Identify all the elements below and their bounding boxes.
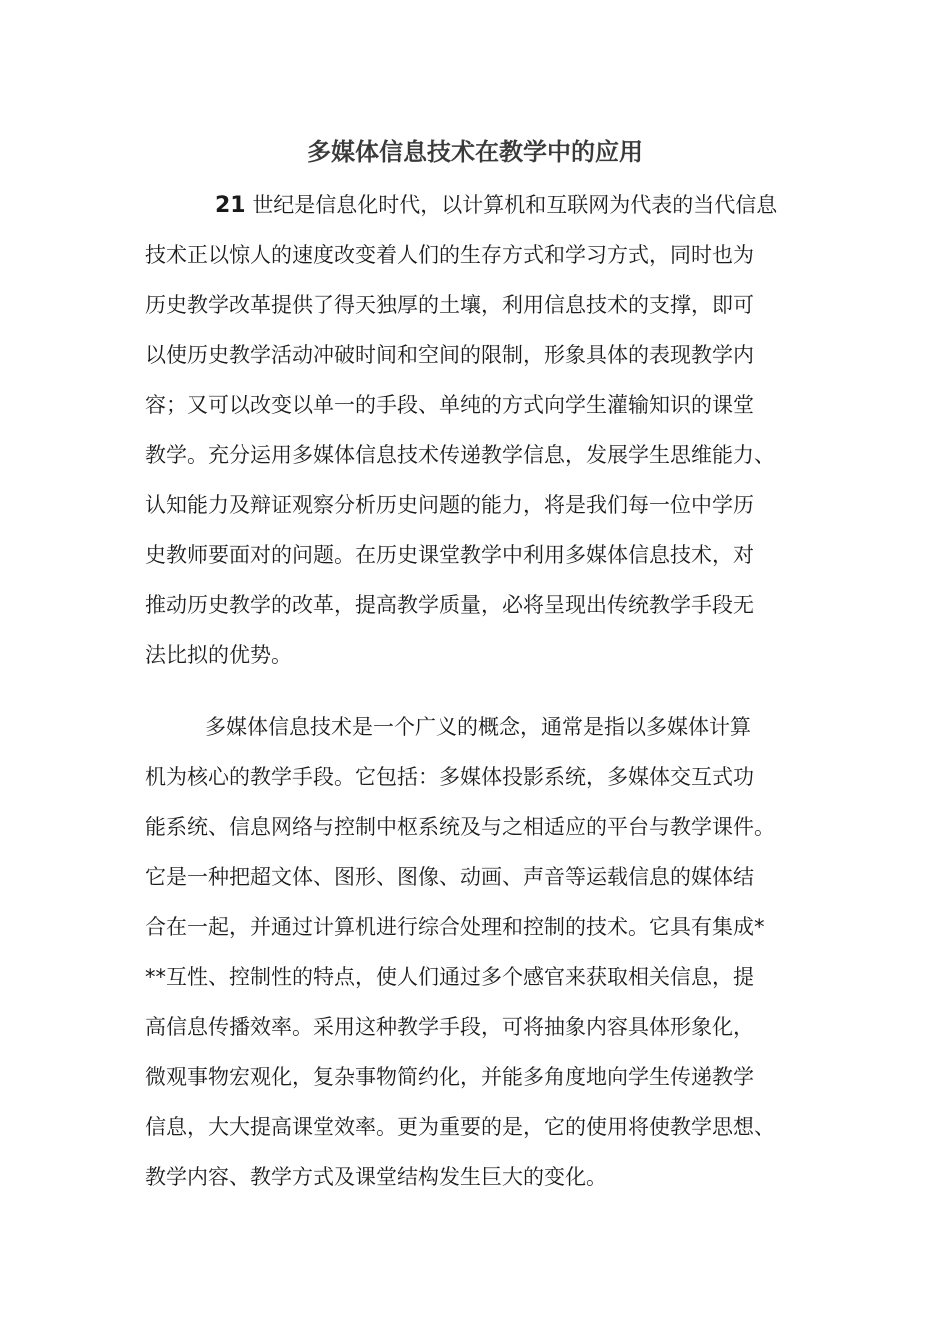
paragraph-2 — [145, 702, 815, 1202]
paragraph-line: 合在一起，并通过计算机进行综合处理和控制的技术。它具有集成* — [145, 915, 765, 939]
paragraph-line: 多媒体信息技术是一个广义的概念，通常是指以多媒体计算 — [205, 715, 751, 739]
paragraph-line: 能系统、信息网络与控制中枢系统及与之相适应的平台与教学课件。 — [145, 815, 775, 839]
paragraph-line: 史教师要面对的问题。在历史课堂教学中利用多媒体信息技术，对 — [145, 543, 754, 567]
paragraph-line: 它是一种把超文体、图形、图像、动画、声音等运载信息的媒体结 — [145, 865, 754, 889]
paragraph-line: 容；又可以改变以单一的手段、单纯的方式向学生灌输知识的课堂 — [145, 393, 754, 417]
document-title: 多媒体信息技术在教学中的应用 — [307, 138, 643, 166]
paragraph-line: 认知能力及辩证观察分析历史问题的能力，将是我们每一位中学历 — [145, 493, 754, 517]
paragraph-line: 推动历史教学的改革，提高教学质量，必将呈现出传统教学手段无 — [145, 593, 754, 617]
paragraph-line: 微观事物宏观化，复杂事物简约化，并能多角度地向学生传递教学 — [145, 1065, 754, 1089]
paragraph-1 — [145, 180, 815, 680]
paragraph-line: **互性、控制性的特点，使人们通过多个感官来获取相关信息，提 — [145, 965, 754, 989]
paragraph-line: 法比拟的优势。 — [145, 643, 292, 667]
paragraph-line: 高信息传播效率。采用这种教学手段，可将抽象内容具体形象化， — [145, 1015, 754, 1039]
paragraph-line: 21 世纪是信息化时代，以计算机和互联网为代表的当代信息 — [215, 193, 778, 218]
document-body — [145, 180, 815, 1202]
paragraph-line: 信息，大大提高课堂效率。更为重要的是，它的使用将使教学思想、 — [145, 1115, 775, 1139]
paragraph-line: 技术正以惊人的速度改变着人们的生存方式和学习方式，同时也为 — [145, 243, 754, 267]
paragraph-line: 教学。充分运用多媒体信息技术传递教学信息，发展学生思维能力、 — [145, 443, 775, 467]
paragraph-line: 机为核心的教学手段。它包括：多媒体投影系统，多媒体交互式功 — [145, 765, 754, 789]
paragraph-line: 以使历史教学活动冲破时间和空间的限制，形象具体的表现教学内 — [145, 343, 754, 367]
paragraph-line: 教学内容、教学方式及课堂结构发生巨大的变化。 — [145, 1165, 607, 1189]
paragraph-line: 历史教学改革提供了得天独厚的土壤，利用信息技术的支撑，即可 — [145, 293, 754, 317]
lead-number: 21 — [215, 193, 246, 218]
paragraph-spacer — [145, 680, 815, 702]
